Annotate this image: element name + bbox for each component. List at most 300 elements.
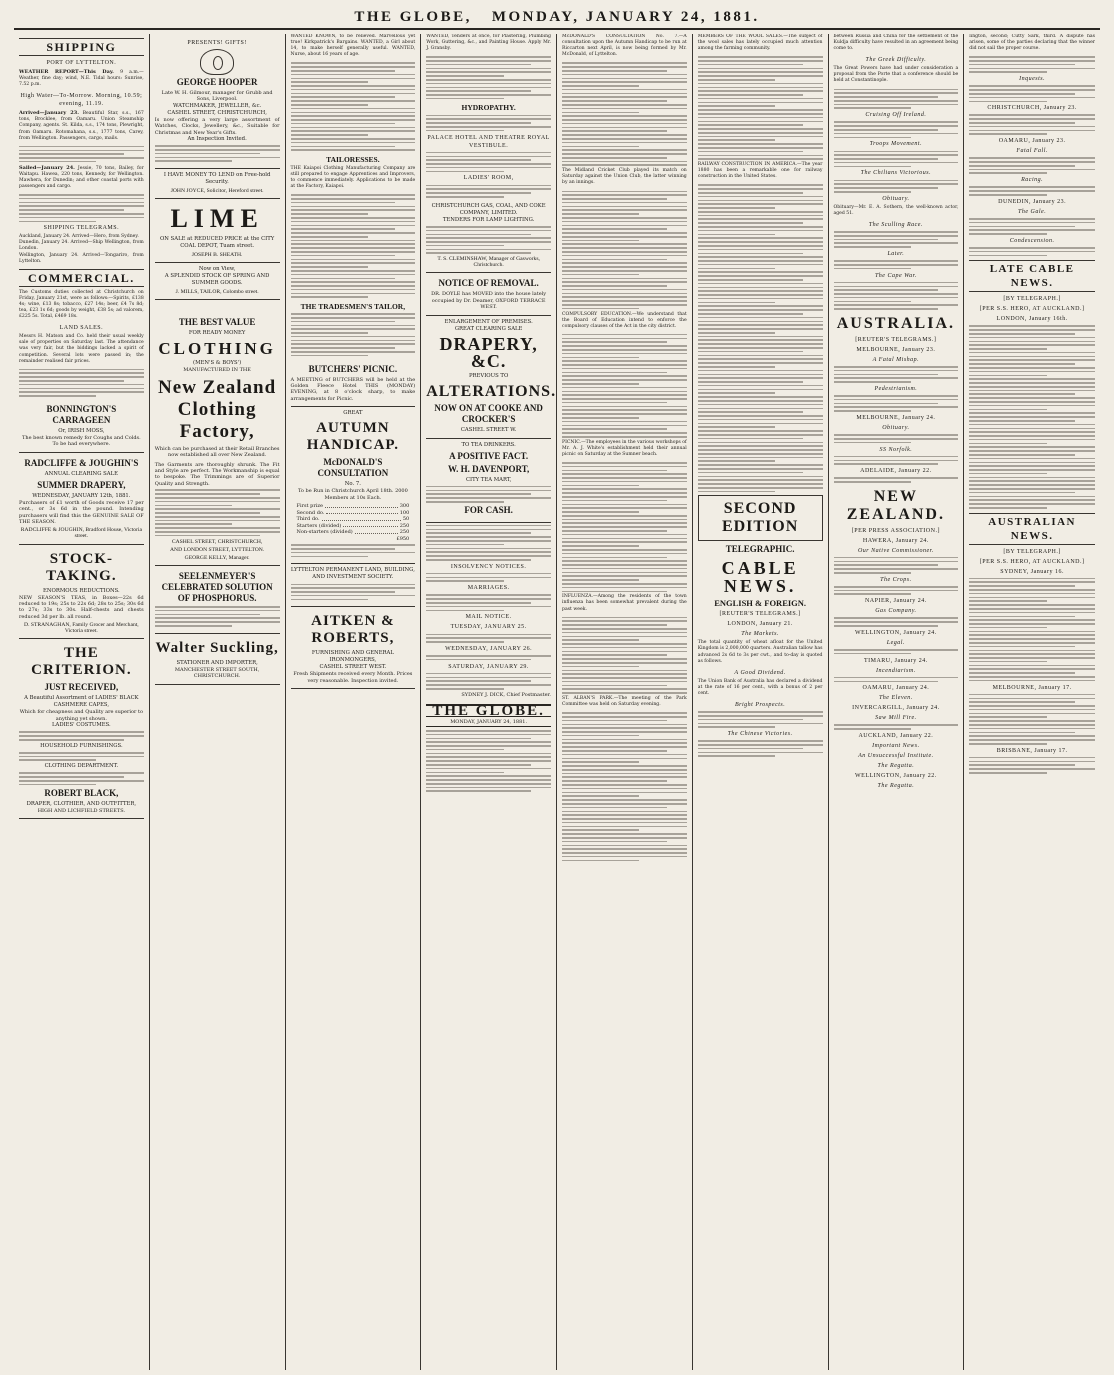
greek-text: The Great Powers have had under consideration a proposal from the Porte that a conference should be held at Constantinople. xyxy=(833,66,959,84)
hooper-body: Is now offering a very large assortment of Watches, Clocks, Jewellery, &c., Suitable for Christmas and New Year's Gifts. xyxy=(154,116,280,136)
saw-mill-heading: Saw Mill Fire. xyxy=(875,715,917,722)
kuldja-para: between Russia and China for the settlement of the Kuldja difficulty have resulted in an agreement being come to. xyxy=(833,34,959,52)
text-lines xyxy=(834,456,959,465)
fatal-mishap-heading: A Fatal Mishap. xyxy=(872,356,920,363)
butchers-picnic-ad xyxy=(291,359,416,408)
prize-row: First prize 300 xyxy=(296,503,410,509)
weather-report xyxy=(19,69,144,88)
robert-black-line-2: HIGH AND LICHFIELD STREETS. xyxy=(37,807,126,814)
autumn-handicap-title: AUTUMN HANDICAP. xyxy=(306,420,399,454)
brisbane-dateline: BRISBANE, January 17. xyxy=(996,747,1068,754)
arrived-block xyxy=(19,110,144,141)
radcliffe-title: RADCLIFFE & JOUGHIN'S xyxy=(24,457,139,468)
gale-heading: The Gale. xyxy=(1018,208,1047,215)
text-lines xyxy=(562,712,687,861)
cooke-crocker-address: CASHEL STREET W. xyxy=(460,426,517,433)
radcliffe-signature: RADCLIFFE & JOUGHIN, Bradford House, Victoria street. xyxy=(20,527,142,540)
text-lines xyxy=(155,489,280,536)
markets-heading: The Markets. xyxy=(741,631,779,638)
wellington-dateline-2: WELLINGTON, January 22. xyxy=(855,773,937,780)
text-lines xyxy=(834,180,959,193)
text-lines xyxy=(562,617,687,694)
butchers-picnic-title: BUTCHERS' PICNIC. xyxy=(308,363,398,374)
palace-hotel-heading: PALACE HOTEL AND THEATRE ROYAL VESTIBULE. xyxy=(427,134,550,149)
text-lines xyxy=(969,157,1095,174)
london-dateline: LONDON, January 16th. xyxy=(996,316,1068,323)
text-lines xyxy=(291,544,416,557)
telegram-3: Wellington, January 24. Arrived—Tongariro, from Lyttelton. xyxy=(19,252,144,264)
stock-taking-signature: D. STRANAGHAN, Family Grocer and Merchant, Victoria street. xyxy=(24,622,139,635)
education-para: COMPULSORY EDUCATION.—We understand that the Board of Education intend to enforce the compulsory clauses of the Act in the city district. xyxy=(562,311,687,329)
unsuccessful-heading: An Unsuccessful Institute. xyxy=(858,753,934,760)
criterion-ad xyxy=(19,639,144,819)
cape-war-heading: The Cape War. xyxy=(874,272,917,279)
radcliffe-line-3: WEDNESDAY, JANUARY 12th, 1881. xyxy=(32,492,131,499)
suckling-address: MANCHESTER STREET SOUTH, CHRISTCHURCH. xyxy=(174,666,260,680)
invercargill-dateline: INVERCARGILL, January 24. xyxy=(852,705,940,712)
napier-dateline: NAPIER, January 24. xyxy=(864,598,927,605)
oamaru-dateline: OAMARU, January 24. xyxy=(862,685,930,692)
mills-signature: J. MILLS, TAILOR, Colombo street. xyxy=(175,289,259,296)
text-lines xyxy=(291,313,416,356)
telegram-2: Dunedin, January 24. Arrived—Ship Wellington, from London. xyxy=(19,240,144,252)
criterion-line-2: A Beautiful Assortment of LADIES' BLACK CASHMERE CAPES, xyxy=(24,695,139,709)
tea-drinkers: TO TEA DRINKERS. xyxy=(461,441,516,448)
phosphorus-ad xyxy=(155,566,280,634)
text-lines xyxy=(426,226,551,254)
weather-lead: WEATHER REPORT—This Day. xyxy=(19,69,114,75)
lyttelton-society-ad xyxy=(291,564,416,607)
prize-row: Non-starters (divided) 250 xyxy=(296,529,410,535)
prize-total-row xyxy=(297,536,410,543)
mcdonald-number: No. 7. xyxy=(344,481,361,488)
text-lines xyxy=(834,477,959,482)
watch-illustration-icon xyxy=(200,49,234,75)
by-telegraph-label-2: [BY TELEGRAPH.] xyxy=(1003,548,1061,555)
globe-editorial-heading: THE GLOBE. xyxy=(426,704,551,717)
melbourne-dateline: MELBOURNE, January 23. xyxy=(856,346,936,353)
text-lines xyxy=(834,260,959,269)
text-lines xyxy=(834,724,959,729)
insolvency-heading: INSOLVENCY NOTICES. xyxy=(450,563,527,570)
eleven-heading: The Eleven. xyxy=(878,695,913,702)
globe-editorial-date: MONDAY, JANUARY 24, 1881. xyxy=(426,719,551,727)
gas-company-ad xyxy=(426,200,551,274)
mills-ad xyxy=(155,263,280,300)
gas-company-signature: T. S. CLEMINSHAW, Manager of Gasworks, Christchurch. xyxy=(437,256,540,269)
text-lines xyxy=(969,247,1095,256)
text-lines xyxy=(562,462,687,592)
melbourne-dateline: MELBOURNE, January 17. xyxy=(992,684,1072,691)
radcliffe-text: Purchasers of £1 worth of Goods receive 17 per cent., or 3s 6d in the pound. Intending purchasers will find this the GENUINE SALE OF THE SEASON. xyxy=(19,499,144,525)
hooper-ad xyxy=(155,34,280,169)
obituary-heading-2: Obituary. xyxy=(882,425,910,431)
prize-row: Second do. 100 xyxy=(296,509,410,516)
lime-ad xyxy=(155,199,280,263)
important-news-heading: Important News. xyxy=(872,743,920,750)
bonnington-line-2: The best known remedy for Coughs and Colds. xyxy=(22,434,141,441)
wellington-dateline: WELLINGTON, January 24. xyxy=(855,629,937,636)
mcdonald-title: McDONALD'S CONSULTATION xyxy=(317,457,389,479)
crops-heading: The Crops. xyxy=(880,576,912,583)
condescension-heading: Condescension. xyxy=(1009,237,1055,244)
reuters-label-2: [REUTER'S TELEGRAMS.] xyxy=(855,336,937,343)
weather-text: 9 a.m.—Weather, fine day; wind, N.E. Tidal hours: Sunrise, 7.52 p.m. xyxy=(19,70,144,88)
timaru-dateline: TIMARU, January 24. xyxy=(863,657,928,664)
sailed-text: Jessie, 70 tons, Bailey, for Waitapu. Hawea, 220 tons, Kennedy, for Wellington. Mawhera, for Dunedin; and other coastal ports with passengers and cargo. xyxy=(19,165,144,189)
arrived-text: Beautiful Star, s.s., 167 tons, Brocklee, from Oamaru. Union Steamship Company, agents. St. Kilda, s.s., 174 tons, Plewright, from Oamaru. Rotomahana, s.s., 1777 tons, Carey, from Wellington. Passengers, cargo, mails. xyxy=(19,111,144,141)
greek-heading: The Greek Difficulty. xyxy=(865,57,927,64)
commercial-heading: COMMERCIAL. xyxy=(19,269,144,287)
regatta-continued-para: lington, second; Cutty Sark, third. A dispute has arisen, some of the parties declaring that the winner did not sail the proper course. xyxy=(969,34,1095,52)
inquests-heading: Inquests. xyxy=(1019,76,1046,83)
text-lines xyxy=(834,282,959,310)
previous-to: PREVIOUS TO xyxy=(468,372,509,379)
stock-taking-text: NEW SEASON'S TEAS, in Boxes—22s 6d reduced to 19s; 25s to 22s 6d; 28s to 25s; 30s 6d to 27s; 33s to 30s. Half-chests and chests reduced 3d per lb. all round. xyxy=(19,594,144,620)
text-lines xyxy=(562,334,687,438)
melbourne-dateline-2: MELBOURNE, January 24. xyxy=(856,415,936,421)
text-lines xyxy=(426,655,551,660)
money-lend-text: I HAVE MONEY TO LEND on Free-hold Security. xyxy=(163,172,271,186)
text-lines xyxy=(969,757,1095,774)
nz-text: The Garments are thoroughly shrunk. The Fit and Style are perfect. The Workmanship is equal to bespoke. The Trimmings are of Superior Quality and Strength. xyxy=(154,461,280,487)
stock-taking-sub: ENORMOUS REDUCTIONS. xyxy=(43,587,120,594)
radcliffe-ad xyxy=(19,453,144,545)
pedestrianism-heading: Pedestrianism. xyxy=(874,385,918,392)
text-lines xyxy=(834,121,959,138)
australian-news-heading: AUSTRALIAN NEWS. xyxy=(969,513,1095,545)
native-commissioner-heading: Our Native Commissioner. xyxy=(857,547,934,554)
cable-news-heading: CABLE NEWS. xyxy=(721,558,799,597)
text-lines xyxy=(19,752,144,761)
text-lines xyxy=(969,325,1095,508)
criterion-line-3: Which for cheapness and Quality are superior to anything yet shown. xyxy=(19,709,143,722)
second-edition-heading: SECOND EDITION xyxy=(721,500,799,536)
by-telegraph-label: [BY TELEGRAPH.] xyxy=(1003,296,1061,303)
text-lines xyxy=(834,557,959,574)
tailoresses-heading: TAILORESSES. xyxy=(326,154,380,164)
regatta-heading-2: The Regatta. xyxy=(877,783,915,790)
troops-heading: Troops Movement. xyxy=(869,141,923,148)
removal-ad xyxy=(426,273,551,315)
mail-notice-heading: MAIL NOTICE. xyxy=(465,614,512,621)
text-lines xyxy=(698,711,823,728)
household-heading: HOUSEHOLD FURNISHINGS. xyxy=(40,742,123,749)
ss-norfolk-heading: SS Norfolk. xyxy=(879,446,913,453)
telegram-1: Auckland, January 24. Arrived—Hero, from Sydney. xyxy=(19,234,139,240)
davenport-name: W. H. DAVENPORT, xyxy=(447,463,530,474)
text-lines xyxy=(698,740,823,757)
text-lines xyxy=(426,594,551,611)
text-lines xyxy=(19,194,144,222)
ready-money: FOR READY MONEY xyxy=(188,330,246,337)
australia-heading: AUSTRALIA. xyxy=(836,314,955,332)
shipping-heading: SHIPPING xyxy=(19,38,144,56)
text-lines xyxy=(426,673,551,690)
radcliffe-line-1: ANNUAL CLEARING SALE xyxy=(44,470,118,477)
shipping-telegrams-heading: SHIPPING TELEGRAMS. xyxy=(43,225,120,232)
text-lines xyxy=(834,677,959,682)
english-foreign-heading: ENGLISH & FOREIGN. xyxy=(714,598,807,609)
regatta-heading: The Regatta. xyxy=(877,763,915,770)
text-lines xyxy=(426,573,551,582)
land-sales-heading: LAND SALES. xyxy=(59,325,104,332)
text-lines xyxy=(969,578,1095,682)
lime-title: LIME xyxy=(170,204,264,234)
enlargement-line: ENLARGEMENT OF PREMISES. xyxy=(444,318,533,325)
dividend-text: The Union Bank of Australia has declared a dividend at the rate of 16 per cent., with a bonus of 2 per cent. xyxy=(697,678,823,696)
column-4 xyxy=(421,34,557,1370)
chinese-victories-heading: The Chinese Victories. xyxy=(727,731,793,738)
text-lines xyxy=(969,694,1095,745)
masthead xyxy=(14,6,1100,30)
reuters-label: [REUTER'S TELEGRAMS.] xyxy=(719,611,801,618)
text-lines xyxy=(155,145,280,162)
suckling-line: STATIONER AND IMPORTER, xyxy=(176,659,258,666)
text-lines xyxy=(834,231,959,248)
tailoresses-text: THE Kaiapoi Clothing Manufacturing Company are still prepared to engage Apprentices and Improvers, to commence immediately. Applications to be made at the Factory, Kaiapoi. xyxy=(290,165,416,190)
cooke-crocker-name: NOW ON AT COOKE AND CROCKER'S xyxy=(434,402,543,424)
prize-row: Starters (divided) 250 xyxy=(296,522,410,529)
text-lines xyxy=(291,584,416,601)
davenport-ad xyxy=(426,439,551,523)
great-label: GREAT xyxy=(343,410,363,417)
text-lines xyxy=(834,617,959,626)
gas-company-title: CHRISTCHURCH GAS, COAL, AND COKE COMPANY, LIMITED. xyxy=(431,202,546,216)
criterion-line-1: JUST RECEIVED, xyxy=(44,682,119,693)
obituary-heading: Obituary. xyxy=(882,195,910,202)
london-dateline: LONDON, January 21. xyxy=(727,621,793,628)
column-6 xyxy=(693,34,829,1370)
arrived-lead: Arrived—January 23. xyxy=(19,110,79,117)
legal-heading: Legal. xyxy=(886,639,905,646)
nz-manager: GEORGE KELLY, Manager. xyxy=(184,554,250,561)
press-association-label: [PER PRESS ASSOCIATION.] xyxy=(851,527,940,534)
aitken-line: FURNISHING AND GENERAL IRONMONGERS, xyxy=(311,650,394,664)
text-lines xyxy=(562,62,687,166)
wanted-text: WANTED KNOWN, to be relieved. Marvellous yet true! Kirkpatrick's Bargains. WANTED, a Girl about 14, to make herself generally useful. WANTED, Nurse, about 16 years of age. xyxy=(290,34,416,58)
stock-taking-title: STOCK-TAKING. xyxy=(46,550,117,584)
bonnington-ad xyxy=(19,399,144,453)
column-2 xyxy=(150,34,286,1370)
criterion-line-4: LADIES' COSTUMES. xyxy=(51,722,111,729)
text-lines xyxy=(19,369,144,397)
text-lines xyxy=(19,772,144,785)
text-lines xyxy=(698,184,823,492)
bonnington-line-3: To be had everywhere. xyxy=(52,441,111,448)
presents-heading: PRESENTS! GIFTS! xyxy=(187,40,247,46)
suckling-ad xyxy=(155,634,280,685)
text-lines xyxy=(969,186,1095,195)
text-lines xyxy=(426,185,551,198)
money-lend-ad xyxy=(155,169,280,199)
mens-boys: (MEN'S & BOYS') xyxy=(193,360,242,367)
robert-black-line-1: DRAPER, CLOTHIER, AND OUTFITTER, xyxy=(26,800,137,807)
park-para: ST. ALBAN'S PARK.—The meeting of the Park Committee was held on Saturday evening. xyxy=(562,696,687,708)
auckland-dateline: AUCKLAND, January 22. xyxy=(858,733,934,740)
stock-taking-ad xyxy=(19,545,144,640)
hawera-dateline: HAWERA, January 24. xyxy=(862,537,929,544)
consultation-para: McDONALD'S CONSULTATION No. 7.—A consultation upon the Autumn Handicap to be run at Riccarton next April, is now being formed by Mr. McDonald, of Lyttelton. xyxy=(562,34,687,58)
lime-signature: JOSEPH B. SHEATH. xyxy=(191,252,243,259)
text-lines xyxy=(698,56,823,160)
racing-heading: Racing. xyxy=(1021,177,1044,184)
picnic-para: PICNIC.—The employees in the various workshops of Mr. A. J. White's establishment held their annual picnic on Saturday at the Sumner beach. xyxy=(562,439,687,457)
telegraphic-heading: TELEGRAPHIC. xyxy=(725,544,795,555)
obituary-text: Obituary—Mr. E. A. Sothern, the well-known actor, aged 51. xyxy=(833,204,959,216)
nz-clothing-ad xyxy=(155,300,280,565)
alterations-title: ALTERATIONS. xyxy=(426,382,557,400)
radcliffe-line-2: SUMMER DRAPERY, xyxy=(37,479,126,490)
column-7 xyxy=(829,34,965,1370)
text-lines xyxy=(969,56,1095,73)
text-lines xyxy=(562,191,687,310)
positive-fact: A POSITIVE FACT. xyxy=(449,450,529,461)
ladies-room-heading: LADIES' ROOM, xyxy=(463,175,514,182)
bright-prospects-heading: Bright Prospects. xyxy=(734,701,786,708)
robert-black-name: ROBERT BLACK, xyxy=(44,787,119,798)
text-lines xyxy=(834,586,959,595)
text-lines xyxy=(19,146,144,163)
cricket-para: The Midland Cricket Club played its match on Saturday against the Union Club, the latter winning by an innings. xyxy=(562,168,687,186)
prize-list xyxy=(297,503,410,542)
influenza-para: INFLUENZA.—Among the residents of the town influenza has been somewhat prevalent during the past week. xyxy=(562,594,687,612)
prize-total: £950 xyxy=(396,535,410,542)
hooper-address: CASHEL STREET, CHRISTCHURCH, xyxy=(167,109,267,116)
removal-text: DR. DOYLE has MOVED into the house lately occupied by Dr. Deamer, OXFORD TERRACE WEST. xyxy=(431,291,547,311)
port-heading: PORT OF LYTTELTON. xyxy=(46,60,117,66)
new-zealand-heading: NEW ZEALAND. xyxy=(846,487,945,523)
money-lend-signature: JOHN JOYCE, Solicitor, Hereford street. xyxy=(170,188,264,195)
second-edition-box xyxy=(698,495,823,541)
mcdonald-consultation-ad xyxy=(291,407,416,564)
sydney-dateline: SYDNEY, January 16. xyxy=(1000,568,1064,575)
masthead-paper: THE GLOBE, xyxy=(354,8,472,25)
text-lines xyxy=(969,114,1095,135)
masthead-date: MONDAY, JANUARY 24, 1881. xyxy=(491,8,760,25)
text-lines xyxy=(426,115,551,132)
aitken-roberts-ad xyxy=(291,607,416,689)
commercial-text: The Customs duties collected at Christchurch on Friday, January 21st, were as follows:—Spirits, £138 4s; wine, £13 8s; tobacco, £27 14s; beer, £4 7s 8d; tea, £23 1s 6d; goods by weight, £38 5s; ad valorem, £225 5s. Total, £469 18s. xyxy=(19,289,144,320)
hooper-text: Late W. H. Gilmour, manager for Grubb and Sons, Liverpool. xyxy=(161,90,273,103)
for-cash: FOR CASH. xyxy=(464,504,513,515)
lyttelton-society-title: LYTTELTON PERMANENT LAND, BUILDING, AND INVESTMENT SOCIETY. xyxy=(290,567,415,581)
wool-sales-para: MEMBERS OF THE WOOL SALES.—The subject of the wool sales has lately occupied much attention among the farming community. xyxy=(697,34,823,52)
railway-para: RAILWAY CONSTRUCTION IN AMERICA.—The year 1880 has been a remarkable one for railway construction in the United States. xyxy=(697,162,823,180)
good-dividend-heading: A Good Dividend. xyxy=(734,669,786,676)
drapery-title: DRAPERY, &C. xyxy=(439,333,538,371)
sailed-lead: Sailed—January 24. xyxy=(19,164,75,171)
column-3 xyxy=(286,34,422,1370)
hooper-note: An Inspection Invited. xyxy=(187,136,247,143)
column-8 xyxy=(964,34,1100,1370)
butchers-picnic-text: A MEETING of BUTCHERS will be held at the Golden Fleece Hotel THIS (MONDAY) EVENING, at 8 o'clock sharp, to make arrangements for Picnic. xyxy=(290,376,416,402)
markets-text: The total quantity of wheat afloat for the United Kingdom is 2,000,000 quarters. Australian tallow has advanced 2s 6d to 3s per cwt., and to-day is quoted as follows. xyxy=(697,640,823,664)
text-lines xyxy=(834,89,959,110)
clothing-title: CLOTHING xyxy=(158,339,276,359)
text-lines xyxy=(834,395,959,412)
hydropathy-heading: HYDROPATHY. xyxy=(461,103,516,113)
text-lines xyxy=(291,194,416,298)
marriages-heading: MARRIAGES. xyxy=(467,585,510,592)
suckling-name: Walter Suckling, xyxy=(155,639,279,656)
mail-day-1: TUESDAY, JANUARY 25. xyxy=(450,624,527,631)
criterion-title: THE CRITERION. xyxy=(31,645,132,679)
text-lines xyxy=(426,730,551,792)
columns xyxy=(14,34,1100,1370)
sailed-block xyxy=(19,165,144,190)
christchurch-dateline: CHRISTCHURCH, January 23. xyxy=(987,105,1077,112)
clothing-dept-heading: CLOTHING DEPARTMENT. xyxy=(44,763,119,770)
bonnington-line-1: Or, IRISH MOSS, xyxy=(58,427,105,434)
text-lines xyxy=(155,606,280,627)
text-lines xyxy=(834,434,959,443)
text-lines xyxy=(426,634,551,643)
later-heading: Later. xyxy=(887,251,905,258)
high-water: High Water—To-Morrow. Morning, 10.59; evening, 11.19. xyxy=(20,93,143,108)
text-lines xyxy=(969,218,1095,235)
text-lines xyxy=(834,649,959,654)
bonnington-title: BONNINGTON'S CARRAGEEN xyxy=(46,403,117,425)
text-lines xyxy=(834,151,959,168)
text-lines xyxy=(969,85,1095,102)
sculling-heading: The Sculling Race. xyxy=(868,221,923,228)
late-cable-news-heading: LATE CABLE NEWS. xyxy=(969,260,1095,292)
nz-factory-title: New Zealand Clothing Factory, xyxy=(158,376,277,442)
gas-company-heading: Gas Company. xyxy=(875,608,917,615)
land-sales-text: Messrs H. Matson and Co. held their usual weekly sale of properties on Saturday last. The attendance was very fair, but the biddings lacked a spirit of competition. Several lots were passed in; the remainder realised fair prices. xyxy=(19,334,144,364)
text-lines xyxy=(834,366,959,383)
mills-title: A SPLENDID STOCK OF SPRING AND SUMMER GOODS. xyxy=(164,273,270,287)
nz-signature-2: AND LONDON STREET, LYTTELTON. xyxy=(169,546,265,553)
text-lines xyxy=(291,62,416,151)
incendiarism-heading: Incendiarism. xyxy=(876,667,916,674)
city-tea-mart: CITY TEA MART, xyxy=(465,476,512,483)
text-lines xyxy=(426,152,551,173)
text-lines xyxy=(426,56,551,99)
chilians-heading: The Chilians Victorious. xyxy=(860,170,932,177)
aitken-address: CASHEL STREET WEST. xyxy=(319,664,387,671)
postmaster-signature: SYDNEY J. DICK, Chief Postmaster. xyxy=(461,691,551,698)
mills-lead: Now on View, xyxy=(198,266,236,273)
adelaide-dateline: ADELAIDE, January 22. xyxy=(860,468,932,475)
mail-day-3: SATURDAY, JANUARY 29. xyxy=(448,663,529,670)
manufactured-in: MANUFACTURED IN THE xyxy=(183,367,251,374)
nz-line: Which can be purchased at their Retail Branches now established all over New Zealand. xyxy=(154,445,280,459)
lime-text: ON SALE at REDUCED PRICE at the CITY COAL DEPOT, Tuam street. xyxy=(159,236,275,250)
aitken-name: AITKEN & ROBERTS, xyxy=(311,613,395,647)
great-sale-line: GREAT CLEARING SALE xyxy=(454,325,523,332)
mcdonald-text: To be Run in Christchurch April 18th. 2000 Members at 10s Each. xyxy=(297,488,408,501)
phosphorus-title: SEELENMEYER'S CELEBRATED SOLUTION OF PHOSPHORUS. xyxy=(161,570,273,603)
removal-title: NOTICE OF REMOVAL. xyxy=(438,278,539,289)
prize-row: Third do. 50 xyxy=(296,516,410,522)
per-hero-label-2: [PER S.S. HERO, AT AUCKLAND.] xyxy=(979,558,1085,565)
text-lines xyxy=(426,525,551,561)
gas-company-sub: TENDERS FOR LAMP LIGHTING. xyxy=(442,216,535,223)
per-hero-label: [PER S.S. HERO, AT AUCKLAND.] xyxy=(979,306,1085,313)
text-lines xyxy=(426,486,551,503)
fatal-fall-heading: Fatal Fall. xyxy=(1016,148,1048,155)
cruising-heading: Cruising Off Ireland. xyxy=(865,112,927,119)
dunedin-dateline: DUNEDIN, January 23. xyxy=(998,198,1067,205)
tradesmens-tailor-heading: THE TRADESMEN'S TAILOR, xyxy=(300,302,406,311)
best-value: THE BEST VALUE xyxy=(178,317,256,328)
text-lines xyxy=(19,731,144,740)
column-1 xyxy=(14,34,150,1370)
hooper-name: GEORGE HOOPER xyxy=(176,77,258,87)
column-5 xyxy=(557,34,693,1370)
